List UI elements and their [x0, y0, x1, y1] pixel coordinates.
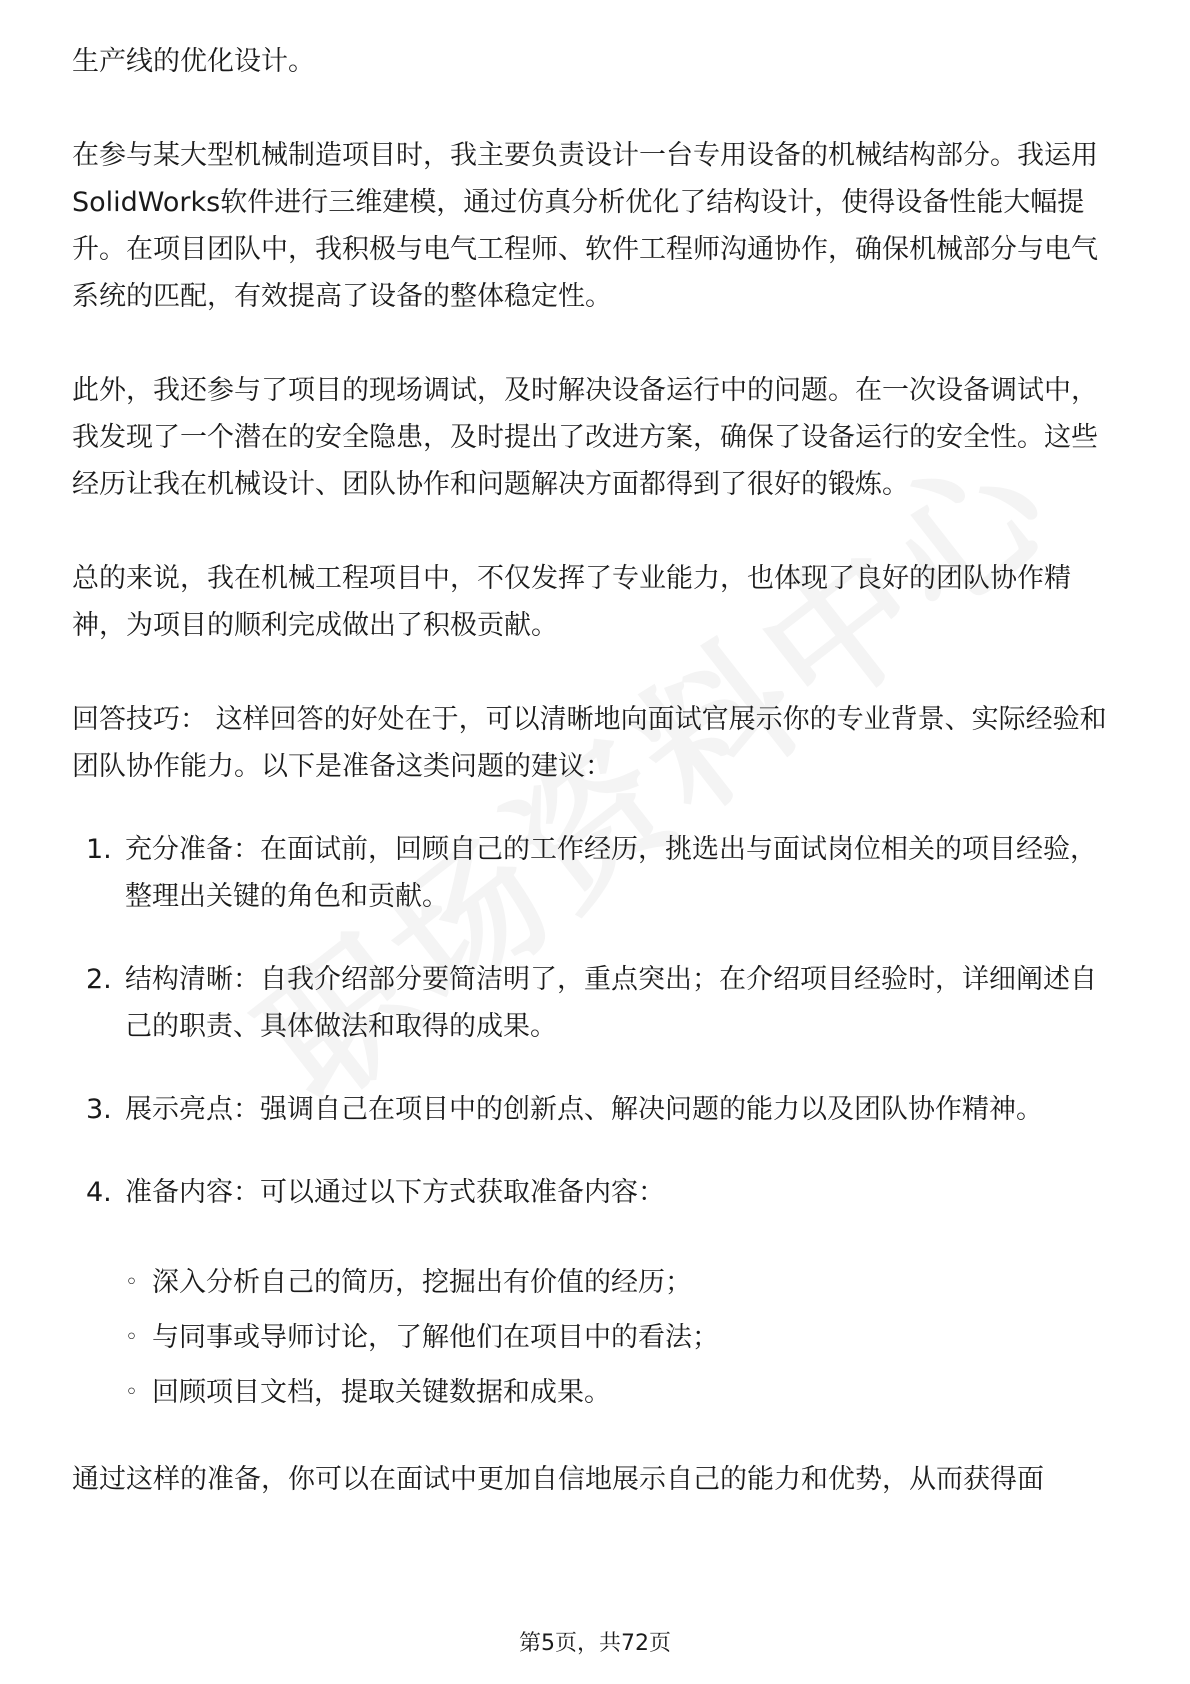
- list-item-text: 结构清晰：自我介绍部分要简洁明了，重点突出；在介绍项目经验时，详细阐述自己的职责、具体做法和取得的成果。: [125, 964, 1097, 1042]
- bullet-icon: ◦: [125, 1270, 138, 1295]
- document-body: [72, 38, 1118, 1503]
- sub-list-item-text: 与同事或导师讨论，了解他们在项目中的看法；: [152, 1322, 719, 1353]
- list-item: [72, 826, 1118, 920]
- bullet-icon: ◦: [125, 1325, 138, 1350]
- bullet-icon: ◦: [125, 1380, 138, 1405]
- list-number: 4.: [86, 1177, 112, 1208]
- list-number: 1.: [86, 834, 112, 865]
- sub-list-item: [125, 1255, 1118, 1310]
- paragraph-field-debugging: 此外，我还参与了项目的现场调试，及时解决设备运行中的问题。在一次设备调试中，我发现了一个潜在的安全隐患，及时提出了改进方案，确保了设备运行的安全性。这些经历让我在机械设计、团队协作和问题解决方面都得到了很好的锻炼。: [72, 375, 1098, 500]
- list-number: 2.: [86, 964, 112, 995]
- closing-paragraph: 通过这样的准备，你可以在面试中更加自信地展示自己的能力和优势，从而获得面: [72, 1464, 1044, 1495]
- sub-list-item: [125, 1310, 1118, 1365]
- list-item-text: 准备内容：可以通过以下方式获取准备内容：: [125, 1177, 665, 1208]
- list-item: [72, 956, 1118, 1050]
- sub-list-item-text: 深入分析自己的简历，挖掘出有价值的经历；: [152, 1267, 692, 1298]
- prep-steps-list: [72, 826, 1118, 1420]
- continued-line: 生产线的优化设计。: [72, 46, 315, 77]
- paragraph-summary: 总的来说，我在机械工程项目中，不仅发挥了专业能力，也体现了良好的团队协作精神，为项目的顺利完成做出了积极贡献。: [72, 563, 1071, 641]
- sub-list: [125, 1255, 1118, 1420]
- page-number: 第5页，共72页: [519, 1631, 671, 1656]
- list-number: 3.: [86, 1094, 112, 1125]
- sub-list-item: [125, 1365, 1118, 1420]
- paragraph-project-role: 在参与某大型机械制造项目时，我主要负责设计一台专用设备的机械结构部分。我运用SolidWorks软件进行三维建模，通过仿真分析优化了结构设计，使得设备性能大幅提升。在项目团队中，我积极与电气工程师、软件工程师沟通协作，确保机械部分与电气系统的匹配，有效提高了设备的整体稳定性。: [72, 140, 1098, 312]
- list-item: [72, 1169, 1118, 1420]
- list-item-text: 充分准备：在面试前，回顾自己的工作经历，挑选出与面试岗位相关的项目经验，整理出关键的角色和贡献。: [125, 834, 1097, 912]
- list-item: [72, 1086, 1118, 1133]
- sub-list-item-text: 回顾项目文档，提取关键数据和成果。: [152, 1377, 611, 1408]
- list-item-text: 展示亮点：强调自己在项目中的创新点、解决问题的能力以及团队协作精神。: [125, 1094, 1043, 1125]
- answer-tips: 回答技巧： 这样回答的好处在于，可以清晰地向面试官展示你的专业背景、实际经验和团队协作能力。以下是准备这类问题的建议：: [72, 704, 1107, 782]
